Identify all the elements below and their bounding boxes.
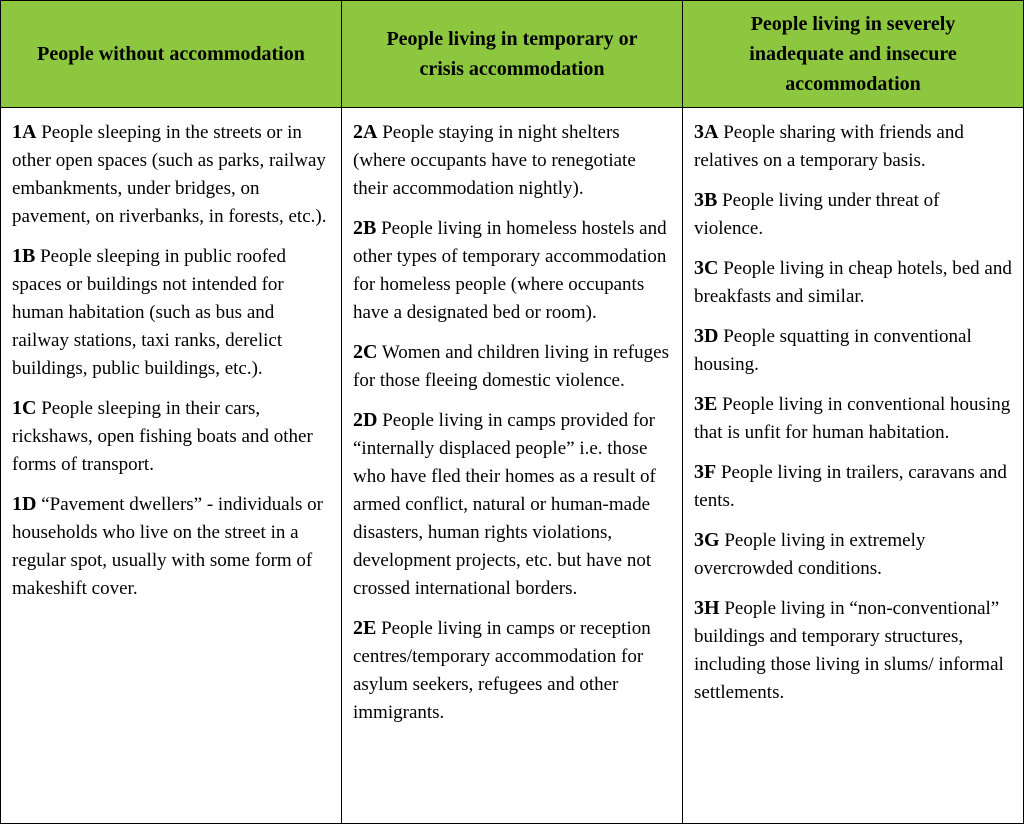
- entry-text: People squatting in conventional housing.: [694, 326, 972, 375]
- entry-code: 1B: [12, 245, 36, 267]
- entry-3b: [694, 186, 1013, 243]
- entry-2a: [353, 118, 672, 203]
- entry-text: People sharing with friends and relatives on a temporary basis.: [694, 122, 964, 171]
- entry-code: 2D: [353, 409, 378, 431]
- entry-code: 1D: [12, 493, 37, 515]
- header-label: People living in severely inadequate and insecure accommodation: [749, 13, 957, 95]
- entry-code: 3C: [694, 257, 719, 279]
- entry-2c: [353, 338, 672, 395]
- column-temporary-accommodation: [341, 108, 682, 823]
- entry-1a: [12, 118, 331, 231]
- entry-text: People living in camps provided for “internally displaced people” i.e. those who have fled their homes as a result of armed conflict, natural or human-made disasters, human rights violations, development projects, etc. but have not crossed international borders.: [353, 410, 656, 599]
- entry-3f: [694, 458, 1013, 515]
- entry-code: 3G: [694, 529, 720, 551]
- entry-code: 1A: [12, 121, 37, 143]
- column-without-accommodation: [1, 108, 341, 823]
- header-label: People without accommodation: [37, 43, 305, 65]
- entry-text: People living in conventional housing that is unfit for human habitation.: [694, 394, 1011, 443]
- entry-text: People staying in night shelters (where occupants have to renegotiate their accommodation nightly).: [353, 122, 636, 199]
- entry-text: People sleeping in their cars, rickshaws, open fishing boats and other forms of transport.: [12, 398, 313, 475]
- header-inadequate-accommodation: [682, 1, 1023, 108]
- entry-code: 2B: [353, 217, 377, 239]
- entry-code: 3B: [694, 189, 718, 211]
- entry-code: 3D: [694, 325, 719, 347]
- entry-text: People living in “non-conventional” buildings and temporary structures, including those living in slums/ informal settlements.: [694, 598, 1004, 703]
- entry-3g: [694, 526, 1013, 583]
- entry-text: “Pavement dwellers” - individuals or households who live on the street in a regular spot, usually with some form of makeshift cover.: [12, 494, 323, 599]
- entry-1b: [12, 242, 331, 383]
- entry-2e: [353, 614, 672, 727]
- entry-3d: [694, 322, 1013, 379]
- entry-2d: [353, 406, 672, 603]
- header-without-accommodation: [1, 1, 341, 108]
- header-label: People living in temporary or crisis accommodation: [386, 28, 638, 80]
- entry-3h: [694, 594, 1013, 707]
- entry-code: 1C: [12, 397, 37, 419]
- entry-1c: [12, 394, 331, 479]
- entry-3c: [694, 254, 1013, 311]
- entry-3a: [694, 118, 1013, 175]
- header-temporary-accommodation: [341, 1, 682, 108]
- entry-1d: [12, 490, 331, 603]
- entry-2b: [353, 214, 672, 327]
- entry-text: People sleeping in public roofed spaces or buildings not intended for human habitation (such as bus and railway stations, taxi ranks, derelict buildings, public buildings, etc.).: [12, 246, 286, 379]
- entry-text: People living in camps or reception centres/temporary accommodation for asylum seekers, refugees and other immigrants.: [353, 618, 651, 723]
- entry-code: 3A: [694, 121, 719, 143]
- entry-3e: [694, 390, 1013, 447]
- entry-text: People living under threat of violence.: [694, 190, 940, 239]
- column-inadequate-accommodation: [682, 108, 1023, 823]
- entry-text: People living in trailers, caravans and tents.: [694, 462, 1007, 511]
- entry-code: 3F: [694, 461, 717, 483]
- entry-code: 3E: [694, 393, 718, 415]
- entry-code: 2A: [353, 121, 378, 143]
- entry-code: 2E: [353, 617, 377, 639]
- entry-code: 2C: [353, 341, 378, 363]
- entry-text: People living in homeless hostels and other types of temporary accommodation for homeless people (where occupants have a designated bed or room).: [353, 218, 667, 323]
- entry-text: People sleeping in the streets or in other open spaces (such as parks, railway embankments, under bridges, on pavement, on riverbanks, in forests, etc.).: [12, 122, 327, 227]
- entry-text: People living in cheap hotels, bed and breakfasts and similar.: [694, 258, 1012, 307]
- entry-code: 3H: [694, 597, 720, 619]
- entry-text: Women and children living in refuges for those fleeing domestic violence.: [353, 342, 669, 391]
- entry-text: People living in extremely overcrowded conditions.: [694, 530, 926, 579]
